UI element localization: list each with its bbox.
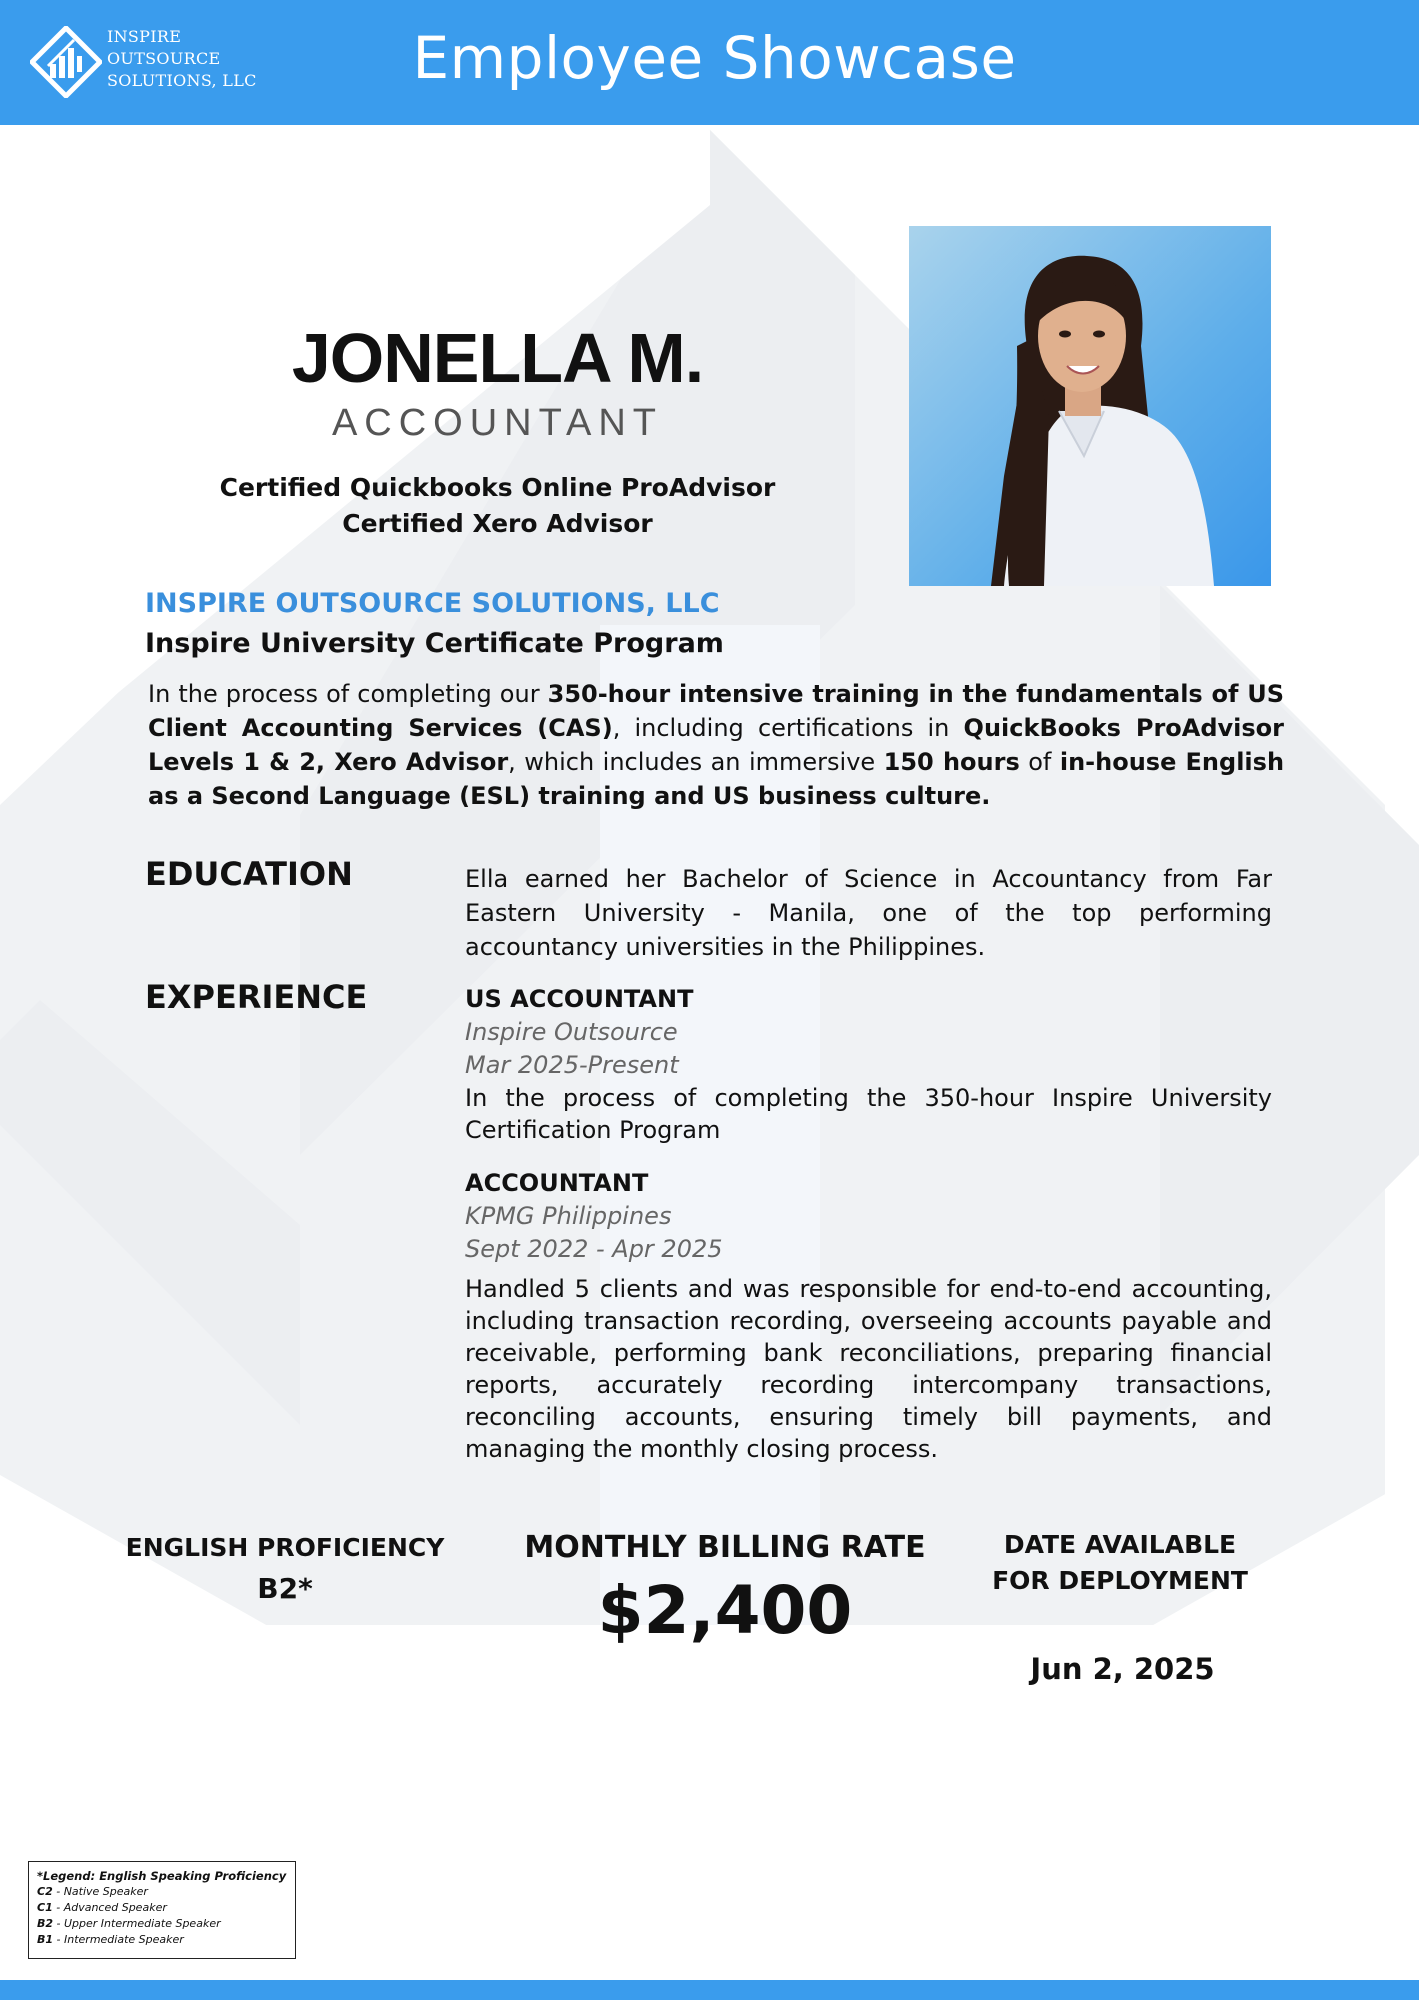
intro-segment-bold: QuickBooks ProAdvisor Levels 1 & 2, Xero Advisor	[148, 714, 1284, 776]
job-title: ACCOUNTANT	[465, 1169, 649, 1197]
job-description: In the process of completing the 350-hour Inspire University Certification Program	[465, 1084, 1272, 1144]
english-proficiency-value: B2*	[257, 1572, 313, 1605]
legend-title: *Legend: English Speaking Proficiency	[37, 1869, 287, 1883]
page-title-text: Employee Showcase	[412, 24, 1017, 92]
experience-item	[465, 983, 1272, 1146]
legend-desc: - Native Speaker	[52, 1885, 148, 1898]
billing-rate-label: MONTHLY BILLING RATE	[524, 1530, 926, 1565]
date-available-value: Jun 2, 2025	[1030, 1652, 1215, 1686]
job-dates: Mar 2025-Present	[465, 1051, 679, 1079]
certification-item: Certified Xero Advisor	[342, 509, 653, 538]
job-company: Inspire Outsource	[465, 1018, 678, 1046]
job-dates: Sept 2022 - Apr 2025	[465, 1235, 723, 1263]
footer-bar	[0, 1980, 1419, 2000]
date-available-label-1: DATE AVAILABLE	[1003, 1530, 1237, 1559]
intro-segment-bold: in-house English as a Second Language (ESL) training and US business culture.	[148, 748, 1285, 810]
date-available-label-2: FOR DEPLOYMENT	[992, 1566, 1248, 1595]
legend-code: B2	[37, 1917, 54, 1930]
job-title: US ACCOUNTANT	[465, 985, 694, 1013]
job-company: KPMG Philippines	[465, 1202, 672, 1230]
education-text: Ella earned her Bachelor of Science in Accountancy from Far Eastern University - Manila, one of the top performing accountancy universities in the Philippines.	[465, 865, 1272, 961]
legend-item	[37, 1884, 295, 1900]
logo-line-3: SOLUTIONS, LLC	[107, 71, 257, 90]
billing-rate-value: $2,400	[597, 1572, 853, 1649]
legend-desc: - Intermediate Speaker	[53, 1933, 184, 1946]
employee-photo	[909, 226, 1271, 586]
intro-segment: , including certifications in	[612, 714, 964, 742]
logo-line-1: INSPIRE	[107, 27, 182, 46]
education-heading: EDUCATION	[145, 855, 353, 893]
certification-item: Certified Quickbooks Online ProAdvisor	[219, 473, 776, 502]
legend-code: C2	[37, 1885, 53, 1898]
intro-segment: , which includes an immersive	[508, 748, 884, 776]
certifications-list	[160, 470, 835, 542]
employee-role: ACCOUNTANT	[331, 402, 664, 444]
english-proficiency-label: ENGLISH PROFICIENCY	[125, 1533, 445, 1562]
header-bar	[0, 0, 1419, 125]
company-name: INSPIRE OUTSOURCE SOLUTIONS, LLC	[145, 588, 720, 619]
legend-desc: - Upper Intermediate Speaker	[53, 1917, 221, 1930]
legend-item	[37, 1932, 295, 1948]
legend-item	[37, 1916, 295, 1932]
intro-segment: of	[1019, 748, 1060, 776]
proficiency-legend	[28, 1861, 296, 1959]
legend-code: C1	[37, 1901, 53, 1914]
experience-heading: EXPERIENCE	[145, 978, 368, 1016]
legend-desc: - Advanced Speaker	[52, 1901, 167, 1914]
program-description	[148, 677, 1284, 813]
program-title: Inspire University Certificate Program	[145, 628, 724, 659]
legend-code: B1	[37, 1933, 54, 1946]
page-title	[0, 24, 1419, 92]
intro-segment-bold: 350-hour intensive training in the fundamentals of US Client Accounting Services (CAS)	[148, 680, 1284, 742]
logo-line-2: OUTSOURCE	[107, 49, 221, 68]
experience-item	[465, 1167, 1272, 1465]
employee-name: JONELLA M.	[291, 319, 704, 397]
job-description: Handled 5 clients and was responsible for end-to-end accounting, including transaction recording, overseeing accounts payable and receivable, performing bank reconciliations, preparing financial reports, accurately recording intercompany transactions, reconciling accounts, ensuring timely bill payments, and managing the monthly closing process.	[465, 1275, 1272, 1463]
intro-segment-bold: 150 hours	[883, 748, 1020, 776]
legend-item	[37, 1900, 295, 1916]
intro-segment: In the process of completing our	[148, 680, 548, 708]
